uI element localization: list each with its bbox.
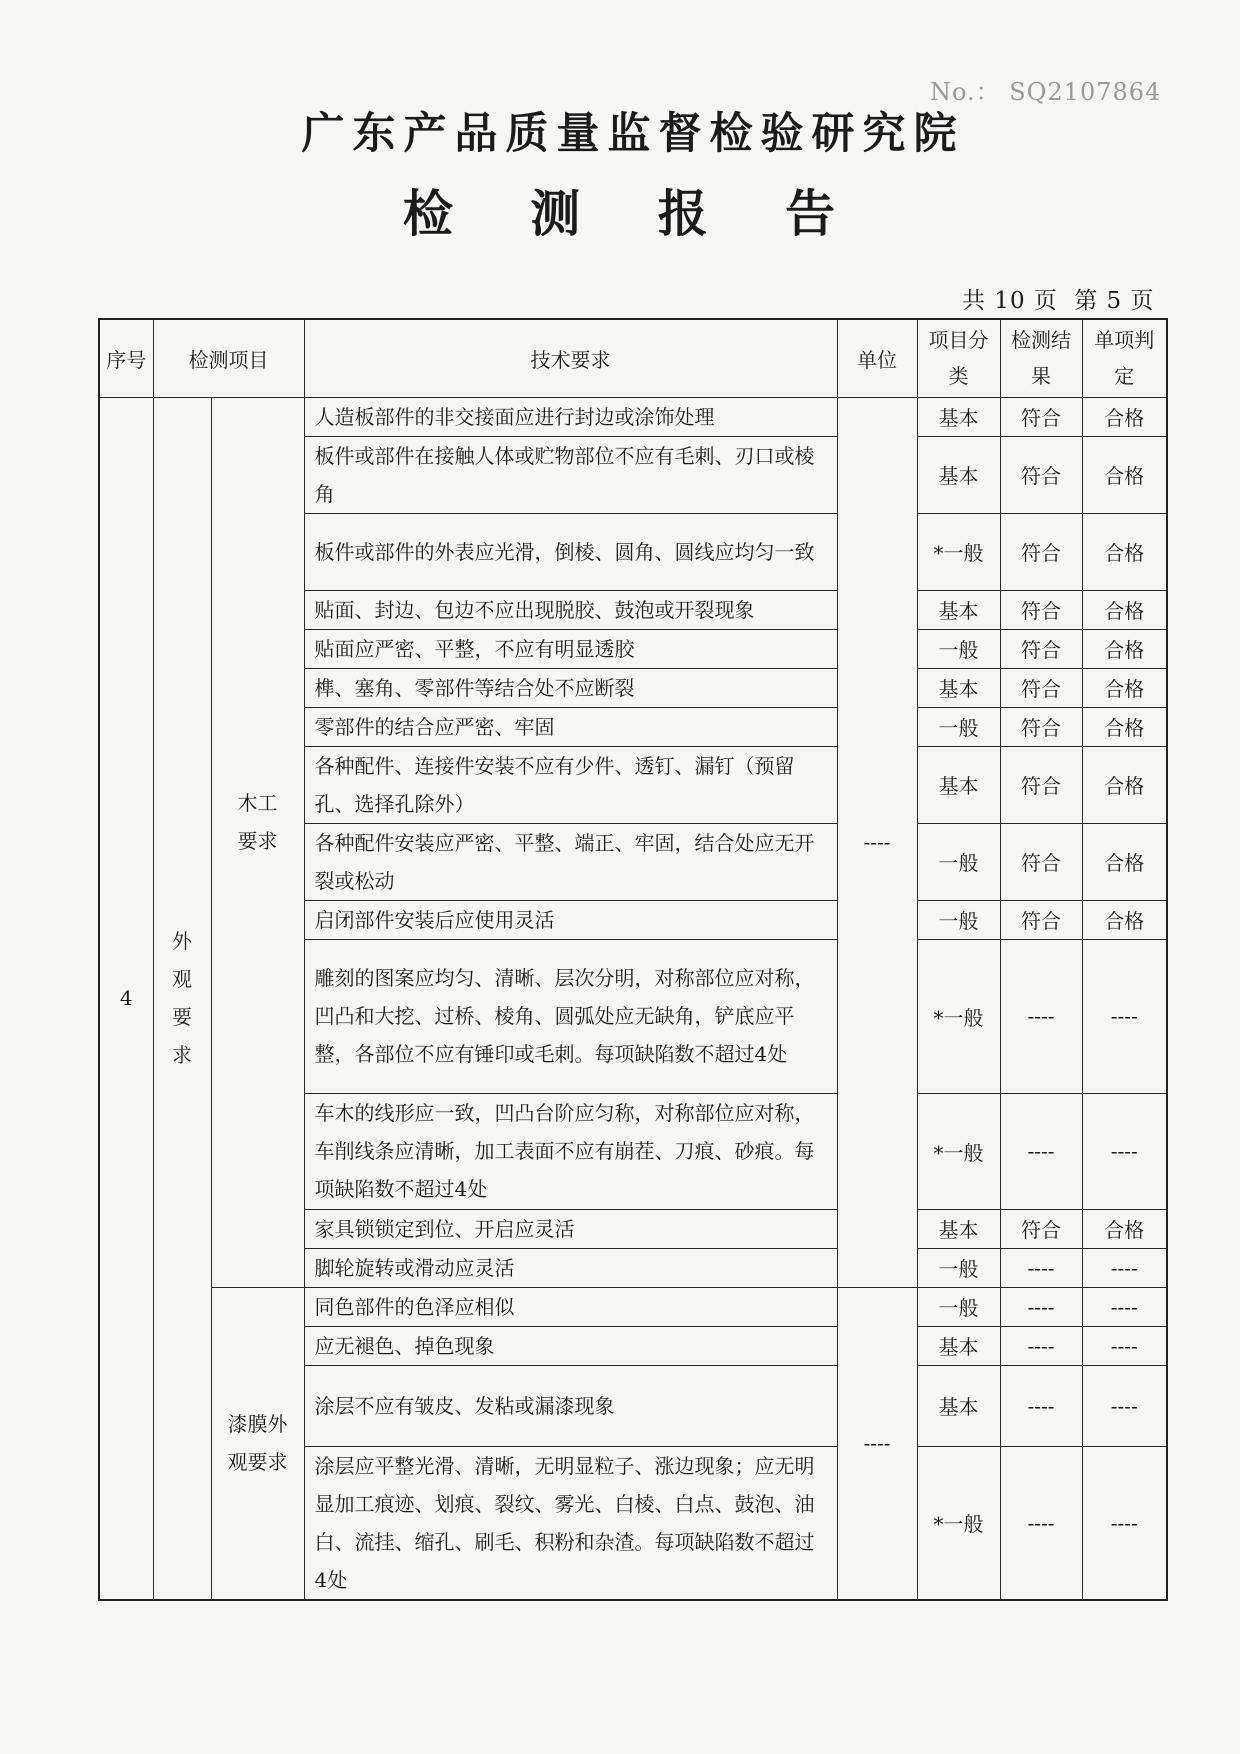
- verdict-cell: ----: [1082, 939, 1167, 1093]
- verdict-cell: ----: [1082, 1446, 1167, 1600]
- category-cell: 一般: [917, 1248, 1000, 1287]
- requirement-cell: 涂层不应有皱皮、发粘或漏漆现象: [304, 1365, 837, 1446]
- result-cell: 符合: [1000, 823, 1082, 900]
- requirement-cell: 脚轮旋转或滑动应灵活: [304, 1248, 837, 1287]
- category-cell: *一般: [917, 1446, 1000, 1600]
- category-cell: 基本: [917, 397, 1000, 436]
- category-cell: 基本: [917, 1209, 1000, 1248]
- verdict-cell: 合格: [1082, 590, 1167, 629]
- result-cell: ----: [1000, 1248, 1082, 1287]
- category-cell: 基本: [917, 436, 1000, 513]
- verdict-cell: 合格: [1082, 900, 1167, 939]
- result-cell: 符合: [1000, 513, 1082, 590]
- requirement-cell: 车木的线形应一致，凹凸台阶应匀称，对称部位应对称，车削线条应清晰，加工表面不应有崩茬、刀痕、砂痕。每项缺陷数不超过4处: [304, 1093, 837, 1209]
- verdict-cell: 合格: [1082, 629, 1167, 668]
- verdict-cell: ----: [1082, 1287, 1167, 1326]
- verdict-cell: 合格: [1082, 1209, 1167, 1248]
- verdict-cell: 合格: [1082, 513, 1167, 590]
- verdict-cell: 合格: [1082, 397, 1167, 436]
- category-cell: 基本: [917, 1326, 1000, 1365]
- requirement-cell: 贴面应严密、平整，不应有明显透胶: [304, 629, 837, 668]
- requirement-cell: 启闭部件安装后应使用灵活: [304, 900, 837, 939]
- section-label: 木工要求: [237, 791, 278, 853]
- institute-name: 广东产品质量监督检验研究院: [301, 109, 965, 159]
- category-cell: 一般: [917, 1287, 1000, 1326]
- result-cell: 符合: [1000, 746, 1082, 823]
- requirement-cell: 榫、塞角、零部件等结合处不应断裂: [304, 668, 837, 707]
- seq-cell: 4: [99, 397, 153, 1600]
- category-cell: 一般: [917, 900, 1000, 939]
- col-verdict: 单项判定: [1082, 319, 1167, 397]
- test-results-table: [98, 318, 1168, 1601]
- result-cell: 符合: [1000, 397, 1082, 436]
- result-cell: 符合: [1000, 1209, 1082, 1248]
- page-count: [958, 282, 1158, 315]
- verdict-cell: 合格: [1082, 823, 1167, 900]
- category-cell: *一般: [917, 939, 1000, 1093]
- result-cell: ----: [1000, 1446, 1082, 1600]
- category-cell: 一般: [917, 823, 1000, 900]
- unit-cell: ----: [837, 1287, 917, 1600]
- col-unit: 单位: [837, 319, 917, 397]
- category-cell: 基本: [917, 668, 1000, 707]
- result-cell: 符合: [1000, 668, 1082, 707]
- requirement-cell: 雕刻的图案应均匀、清晰、层次分明，对称部位应对称，凹凸和大挖、过桥、棱角、圆弧处应无缺角，铲底应平整，各部位不应有锤印或毛刺。每项缺陷数不超过4处: [304, 939, 837, 1093]
- result-cell: ----: [1000, 1287, 1082, 1326]
- verdict-cell: 合格: [1082, 707, 1167, 746]
- result-cell: ----: [1000, 1365, 1082, 1446]
- table-header-row: [99, 319, 1167, 397]
- table-row: [99, 397, 1167, 436]
- section-label: 漆膜外观要求: [227, 1412, 288, 1474]
- section-cell: [211, 397, 304, 1287]
- category-cell: 一般: [917, 707, 1000, 746]
- verdict-cell: 合格: [1082, 746, 1167, 823]
- table-row: [99, 1287, 1167, 1326]
- verdict-cell: ----: [1082, 1248, 1167, 1287]
- requirement-cell: 各种配件安装应严密、平整、端正、牢固，结合处应无开裂或松动: [304, 823, 837, 900]
- unit-cell: ----: [837, 397, 917, 1287]
- requirement-cell: 板件或部件的外表应光滑，倒棱、圆角、圆线应均匀一致: [304, 513, 837, 590]
- requirement-cell: 人造板部件的非交接面应进行封边或涂饰处理: [304, 397, 837, 436]
- section-cell: [211, 1287, 304, 1600]
- result-cell: 符合: [1000, 590, 1082, 629]
- verdict-cell: ----: [1082, 1365, 1167, 1446]
- result-cell: ----: [1000, 1326, 1082, 1365]
- col-item: 检测项目: [153, 319, 304, 397]
- verdict-cell: ----: [1082, 1326, 1167, 1365]
- verdict-cell: ----: [1082, 1093, 1167, 1209]
- requirement-cell: 板件或部件在接触人体或贮物部位不应有毛刺、刃口或棱角: [304, 436, 837, 513]
- col-requirement: 技术要求: [304, 319, 837, 397]
- category-cell: *一般: [917, 513, 1000, 590]
- result-cell: ----: [1000, 939, 1082, 1093]
- table-body: [99, 397, 1167, 1600]
- col-category: 项目分类: [917, 319, 1000, 397]
- result-cell: ----: [1000, 1093, 1082, 1209]
- category-cell: 基本: [917, 1365, 1000, 1446]
- category-cell: *一般: [917, 1093, 1000, 1209]
- result-cell: 符合: [1000, 436, 1082, 513]
- group-label: 外观要求: [172, 929, 192, 1067]
- requirement-cell: 零部件的结合应严密、牢固: [304, 707, 837, 746]
- page-total: 共 10 页: [962, 288, 1058, 314]
- requirement-cell: 应无褪色、掉色现象: [304, 1326, 837, 1365]
- result-cell: 符合: [1000, 900, 1082, 939]
- requirement-cell: 各种配件、连接件安装不应有少件、透钉、漏钉（预留孔、选择孔除外）: [304, 746, 837, 823]
- verdict-cell: 合格: [1082, 436, 1167, 513]
- verdict-cell: 合格: [1082, 668, 1167, 707]
- col-result: 检测结果: [1000, 319, 1082, 397]
- category-cell: 基本: [917, 590, 1000, 629]
- category-cell: 基本: [917, 746, 1000, 823]
- requirement-cell: 家具锁锁定到位、开启应灵活: [304, 1209, 837, 1248]
- requirement-cell: 同色部件的色泽应相似: [304, 1287, 837, 1326]
- document-title: 检 测 报 告: [402, 184, 866, 243]
- requirement-cell: 贴面、封边、包边不应出现脱胶、鼓泡或开裂现象: [304, 590, 837, 629]
- report-number: No.： SQ2107864: [930, 78, 1162, 106]
- result-cell: 符合: [1000, 629, 1082, 668]
- result-cell: 符合: [1000, 707, 1082, 746]
- group-cell: [153, 397, 211, 1600]
- col-seq: 序号: [99, 319, 153, 397]
- requirement-cell: 涂层应平整光滑、清晰，无明显粒子、涨边现象；应无明显加工痕迹、划痕、裂纹、雾光、白棱、白点、鼓泡、油白、流挂、缩孔、刷毛、积粉和杂渣。每项缺陷数不超过4处: [304, 1446, 837, 1600]
- page-current: 第 5 页: [1074, 288, 1155, 314]
- category-cell: 一般: [917, 629, 1000, 668]
